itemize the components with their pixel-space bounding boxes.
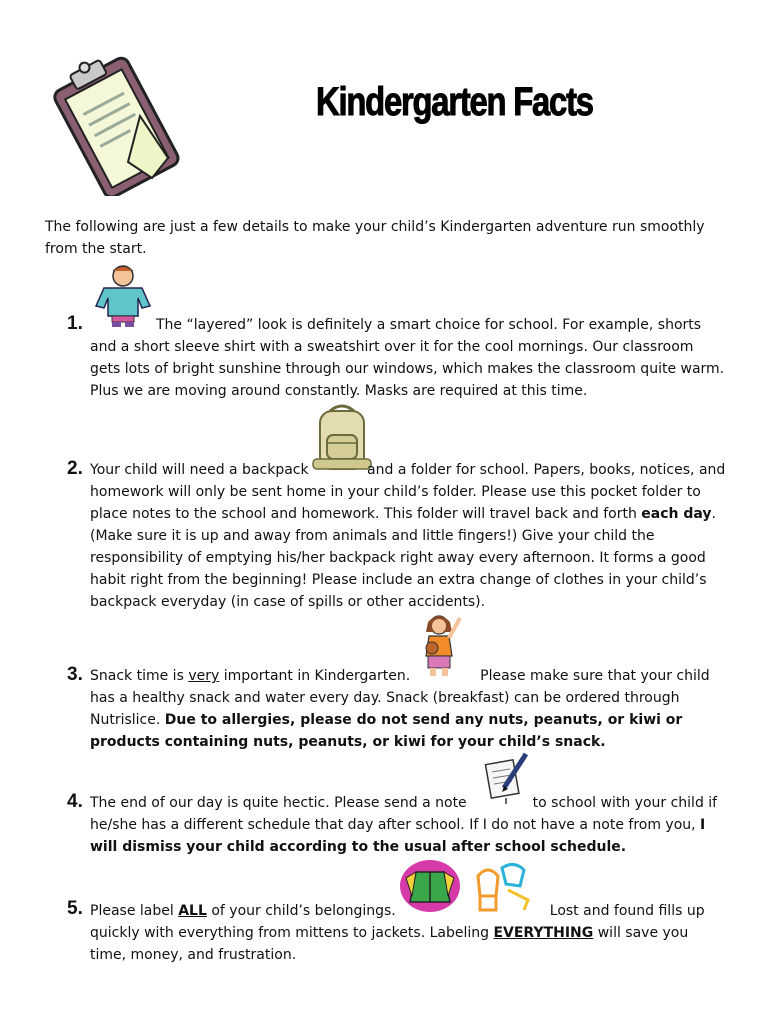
item-number: 1. bbox=[67, 313, 83, 334]
item-5-text bbox=[90, 900, 726, 966]
item-3-text-c: Please make sure that your child has a healthy snack and water every day. Snack (breakfast) can be ordered through Nutrislice. bbox=[90, 668, 710, 728]
item-1-text bbox=[90, 314, 726, 402]
item-2-text-c: . (Make sure it is up and away from animals and little fingers!) Give your child the responsibility of emptying his/her backpack right away every afternoon. It forms a good habit right from the beginning! Please include an extra change of clothes in your child’s backpack everyday (in case of spills or other accidents). bbox=[90, 506, 716, 610]
item-5-text-b: of your child’s belongings. bbox=[206, 903, 396, 919]
item-3-text-b: important in Kindergarten. bbox=[219, 668, 411, 684]
item-3-text bbox=[90, 665, 726, 753]
item-2-text bbox=[90, 459, 726, 613]
item-4-text bbox=[90, 792, 726, 858]
item-number: 5. bbox=[67, 898, 83, 919]
item-number: 3. bbox=[67, 664, 83, 685]
item-2-text-b: and a folder for school. Papers, books, notices, and homework will only be sent home in your child’s folder. Please use this pocket folder to place notes to the school and homework. This folder will travel back and forth bbox=[90, 462, 726, 522]
item-2-text-a: Your child will need a backpack bbox=[90, 462, 309, 478]
item-5-bold-underline-a: ALL bbox=[178, 903, 207, 919]
item-number: 4. bbox=[67, 791, 83, 812]
item-4-bold: I will dismiss your child according to the usual after school schedule. bbox=[90, 817, 706, 855]
page-title: Kindergarten Facts bbox=[316, 80, 593, 124]
item-5-bold-underline-b: EVERYTHING bbox=[493, 925, 594, 941]
item-5-text-a: Please label bbox=[90, 903, 179, 919]
item-3-bold: Due to allergies, please do not send any nuts, peanuts, or kiwi or products containing nuts, peanuts, or kiwi for your child’s snack. bbox=[90, 712, 683, 750]
item-3-text-a: Snack time is bbox=[90, 668, 189, 684]
item-4-text-b: to school with your child if he/she has a different schedule that day after school. If I do not have a note from you, bbox=[90, 795, 718, 833]
item-2-bold: each day bbox=[641, 506, 712, 522]
item-1-text-body: The “layered” look is definitely a smart choice for school. For example, shorts and a short sleeve shirt with a sweatshirt over it for the cool mornings. Our classroom gets lots of bright sunshine through our windows, which makes the classroom quite warm. Plus we are moving around constantly. Masks are required at this time. bbox=[90, 317, 725, 399]
item-5-text-c: Lost and found fills up quickly with everything from mittens to jackets. Labeling bbox=[90, 903, 705, 941]
clipboard-icon bbox=[44, 46, 184, 196]
intro-paragraph: The following are just a few details to make your child’s Kindergarten adventure run smoothly from the start. bbox=[45, 219, 705, 257]
item-5-text-d: will save you time, money, and frustration. bbox=[90, 925, 689, 963]
item-number: 2. bbox=[67, 458, 83, 479]
item-4-text-a: The end of our day is quite hectic. Please send a note bbox=[90, 795, 467, 811]
item-3-underline: very bbox=[188, 668, 220, 684]
